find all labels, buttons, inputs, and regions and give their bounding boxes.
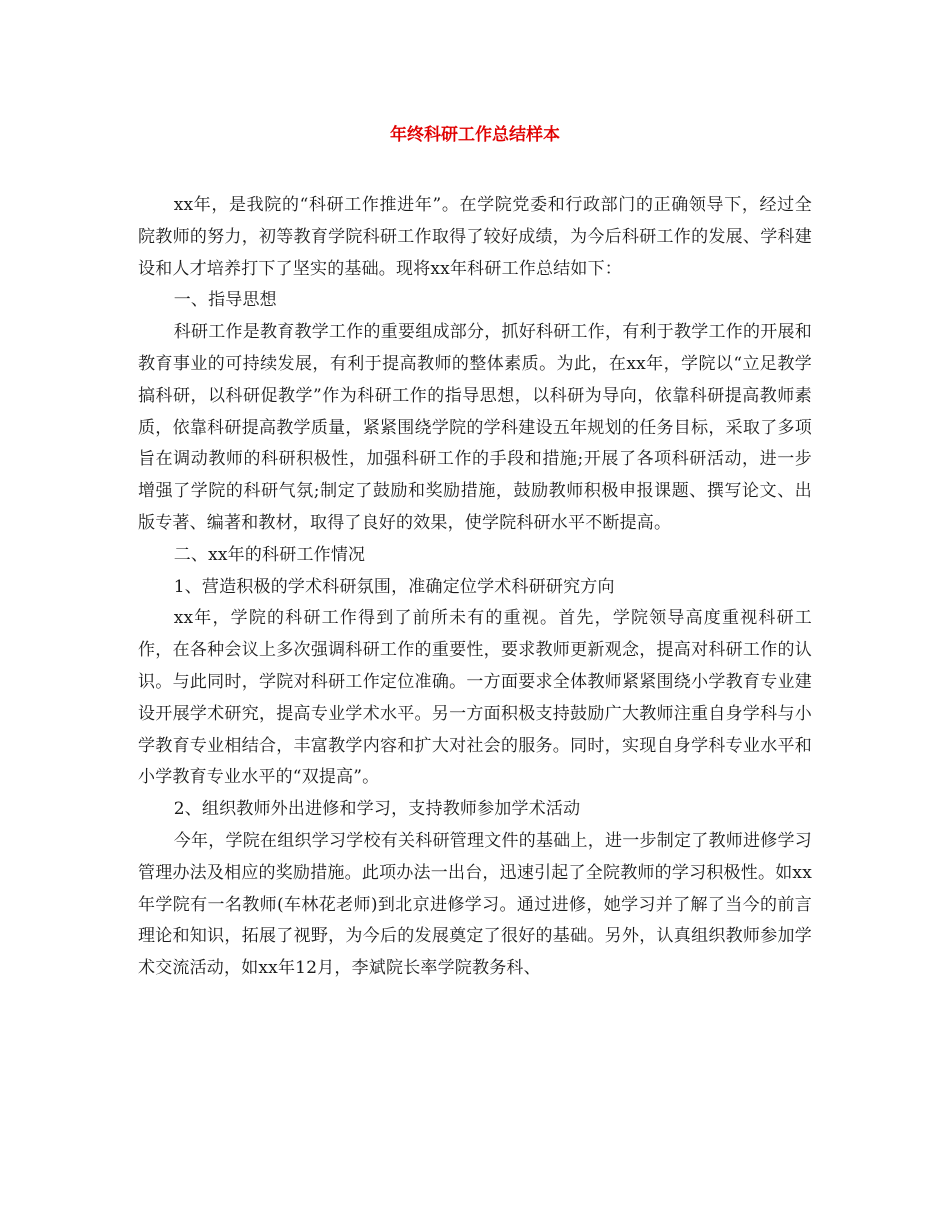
teacher-training-paragraph: 今年，学院在组织学习学校有关科研管理文件的基础上，进一步制定了教师进修学习管理办法及相应的奖励措施。此项办法一出台，迅速引起了全院教师的学习积极性。如xx年学院有一名教师(车林花老师)到北京进修学习。通过进修，她学习并了解了当今的前言理论和知识，拓展了视野，为今后的发展奠定了很好的基础。另外，认真组织教师参加学术交流活动，如xx年12月，李斌院长率学院教务科、: [138, 830, 812, 979]
guiding-thought-paragraph: 科研工作是教育教学工作的重要组成部分，抓好科研工作，有利于教学工作的开展和教育事业的可持续发展，有利于提高教师的整体素质。为此，在xx年，学院以“立足教学搞科研，以科研促教学”作为科研工作的指导思想，以科研为导向，依靠科研提高教师素质，依靠科研提高教学质量，紧紧围绕学院的学科建设五年规划的任务目标，采取了多项旨在调动教师的科研积极性，加强科研工作的手段和措施;开展了各项科研活动，进一步增强了学院的科研气氛;制定了鼓励和奖励措施，鼓励教师积极申报课题、撰写论文、出版专著、编著和教材，取得了良好的效果，使学院科研水平不断提高。: [138, 322, 812, 533]
document-body: [138, 190, 812, 985]
section-heading-1: 一、指导思想: [173, 290, 277, 311]
intro-paragraph: xx年，是我院的“科研工作推进年”。在学院党委和行政部门的正确领导下，经过全院教师的努力，初等教育学院科研工作取得了较好成绩，为今后科研工作的发展、学科建设和人才培养打下了坚实的基础。现将xx年科研工作总结如下：: [138, 195, 812, 279]
subsection-heading-1: 1、营造积极的学术科研氛围，准确定位学术科研研究方向: [173, 576, 615, 597]
document-title: 年终科研工作总结样本: [390, 125, 560, 145]
section-heading-2: 二、xx年的科研工作情况: [173, 544, 366, 565]
research-atmosphere-paragraph: xx年，学院的科研工作得到了前所未有的重视。首先，学院领导高度重视科研工作，在各种会议上多次强调科研工作的重要性，要求教师更新观念，提高对科研工作的认识。与此同时，学院对科研工作定位准确。一方面要求全体教师紧紧围绕小学教育专业建设开展学术研究，提高专业学术水平。另一方面积极支持鼓励广大教师注重自身学科与小学教育专业相结合，丰富教学内容和扩大对社会的服务。同时，实现自身学科专业水平和小学教育专业水平的“双提高”。: [138, 608, 812, 788]
subsection-heading-2: 2、组织教师外出进修和学习，支持教师参加学术活动: [173, 799, 581, 820]
